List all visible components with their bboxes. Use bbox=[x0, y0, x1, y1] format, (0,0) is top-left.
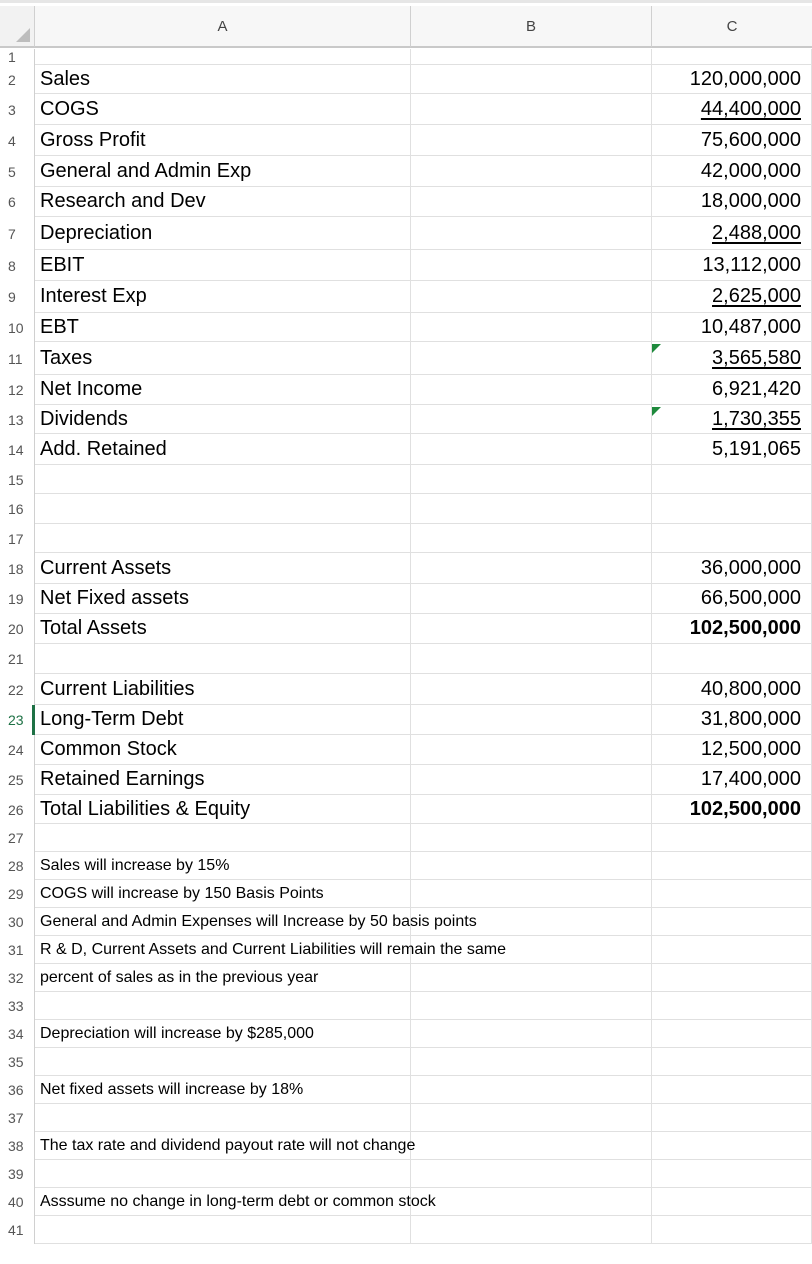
cell-a[interactable] bbox=[35, 1160, 411, 1188]
cell-c[interactable] bbox=[652, 908, 812, 936]
cell-c[interactable] bbox=[652, 852, 812, 880]
cell-a-text: Depreciation bbox=[40, 221, 153, 244]
cell-c-value: 10,487,000 bbox=[700, 315, 801, 338]
cell-c-value: 13,112,000 bbox=[702, 253, 801, 276]
table-row bbox=[0, 342, 812, 375]
row-header[interactable]: 40 bbox=[0, 1188, 35, 1216]
cell-a[interactable] bbox=[35, 880, 411, 908]
cell-a-text: Retained Earnings bbox=[40, 768, 205, 790]
cell-a-text: Current Assets bbox=[40, 556, 172, 579]
row-header[interactable]: 4 bbox=[0, 125, 35, 156]
cell-a[interactable] bbox=[35, 1132, 416, 1160]
cell-b[interactable] bbox=[411, 65, 652, 94]
row-header[interactable]: 30 bbox=[0, 908, 35, 936]
cell-a[interactable] bbox=[35, 342, 411, 375]
table-row bbox=[0, 936, 812, 964]
cell-c[interactable] bbox=[652, 1048, 812, 1076]
cell-a[interactable] bbox=[35, 217, 411, 250]
table-row bbox=[0, 824, 812, 852]
row-header[interactable]: 5 bbox=[0, 156, 35, 187]
table-row bbox=[0, 156, 812, 187]
cell-a[interactable] bbox=[35, 992, 411, 1020]
cell-c[interactable] bbox=[652, 1132, 812, 1160]
row-header[interactable]: 19 bbox=[0, 584, 35, 614]
cell-a-text: General and Admin Expenses will Increase by 50 basis points bbox=[40, 912, 477, 930]
cell-b[interactable] bbox=[411, 375, 652, 405]
row-header[interactable]: 33 bbox=[0, 992, 35, 1020]
table-row bbox=[0, 250, 812, 281]
row-header[interactable]: 14 bbox=[0, 434, 35, 465]
cell-a[interactable] bbox=[35, 94, 411, 125]
cell-c[interactable] bbox=[652, 824, 812, 852]
cell-c-value: 120,000,000 bbox=[689, 67, 801, 90]
row-header[interactable]: 7 bbox=[0, 217, 35, 250]
table-row bbox=[0, 852, 812, 880]
cell-c[interactable] bbox=[652, 614, 812, 644]
row-header[interactable]: 6 bbox=[0, 187, 35, 217]
cell-a-text: Total Liabilities & Equity bbox=[40, 797, 251, 820]
cell-b[interactable] bbox=[411, 217, 652, 250]
cell-c-value: 40,800,000 bbox=[700, 677, 801, 700]
row-header[interactable]: 21 bbox=[0, 644, 35, 674]
cell-b[interactable] bbox=[411, 880, 652, 908]
cell-c-value: 3,565,580 bbox=[712, 346, 801, 369]
cell-c[interactable] bbox=[652, 992, 812, 1020]
row-header[interactable]: 32 bbox=[0, 964, 35, 992]
row-header[interactable]: 34 bbox=[0, 1020, 35, 1048]
cell-c-value: 102,500,000 bbox=[689, 617, 801, 639]
table-row bbox=[0, 674, 812, 705]
cell-a-text: Research and Dev bbox=[40, 190, 206, 212]
cell-c-value: 44,400,000 bbox=[700, 97, 801, 120]
cell-a[interactable] bbox=[35, 1188, 436, 1216]
cell-a[interactable] bbox=[35, 614, 411, 644]
cell-a[interactable] bbox=[35, 765, 411, 795]
cell-c[interactable] bbox=[652, 49, 812, 65]
cell-c[interactable] bbox=[652, 156, 812, 187]
cell-b[interactable] bbox=[411, 494, 652, 524]
cell-b[interactable] bbox=[411, 964, 652, 992]
cell-b[interactable] bbox=[411, 992, 652, 1020]
table-row bbox=[0, 405, 812, 434]
cell-c[interactable] bbox=[652, 964, 812, 992]
cell-c[interactable] bbox=[652, 405, 812, 434]
cell-c[interactable] bbox=[652, 1104, 812, 1132]
cell-c-value: 66,500,000 bbox=[700, 587, 801, 609]
table-row bbox=[0, 584, 812, 614]
table-row bbox=[0, 94, 812, 125]
cell-b[interactable] bbox=[411, 281, 652, 313]
row-header[interactable]: 3 bbox=[0, 94, 35, 125]
cell-a-text: Asssume no change in long-term debt or common stock bbox=[40, 1192, 436, 1210]
row-header[interactable]: 25 bbox=[0, 765, 35, 795]
cell-b[interactable] bbox=[411, 614, 652, 644]
cell-c-value: 12,500,000 bbox=[700, 738, 801, 760]
table-row bbox=[0, 644, 812, 674]
cell-a[interactable] bbox=[35, 156, 411, 187]
column-header-c[interactable]: C bbox=[652, 6, 812, 48]
cell-c[interactable] bbox=[652, 765, 812, 795]
cell-b[interactable] bbox=[411, 434, 652, 465]
column-header-b[interactable]: B bbox=[411, 6, 652, 48]
cell-b[interactable] bbox=[411, 553, 652, 584]
table-row bbox=[0, 434, 812, 465]
cell-b[interactable] bbox=[411, 313, 652, 342]
cell-a[interactable] bbox=[35, 795, 411, 824]
table-row bbox=[0, 465, 812, 494]
row-header[interactable]: 18 bbox=[0, 553, 35, 584]
row-header[interactable]: 16 bbox=[0, 494, 35, 524]
cell-a-text: Net Income bbox=[40, 378, 143, 400]
cell-a-text: Total Assets bbox=[40, 617, 147, 639]
cell-b[interactable] bbox=[411, 125, 652, 156]
cell-c[interactable] bbox=[652, 705, 812, 735]
cell-a-text: Net fixed assets will increase by 18% bbox=[40, 1080, 304, 1098]
row-header[interactable]: 39 bbox=[0, 1160, 35, 1188]
cell-a[interactable] bbox=[35, 250, 411, 281]
cell-b[interactable] bbox=[411, 1076, 652, 1104]
table-row bbox=[0, 795, 812, 824]
cell-b[interactable] bbox=[411, 49, 652, 65]
row-header[interactable]: 23 bbox=[0, 705, 35, 735]
row-header[interactable]: 41 bbox=[0, 1216, 35, 1244]
cell-c[interactable] bbox=[652, 434, 812, 465]
row-header[interactable]: 24 bbox=[0, 735, 35, 765]
cell-b[interactable] bbox=[411, 524, 652, 553]
table-row bbox=[0, 765, 812, 795]
row-header[interactable]: 15 bbox=[0, 465, 35, 494]
cell-c[interactable] bbox=[652, 187, 812, 217]
cell-b[interactable] bbox=[411, 824, 652, 852]
cell-b[interactable] bbox=[411, 94, 652, 125]
cell-a[interactable] bbox=[35, 1216, 411, 1244]
cell-b[interactable] bbox=[411, 674, 652, 705]
table-row bbox=[0, 1104, 812, 1132]
cell-c[interactable] bbox=[652, 795, 812, 824]
row-header[interactable]: 13 bbox=[0, 405, 35, 434]
cell-c-value: 2,488,000 bbox=[712, 221, 801, 244]
row-header[interactable]: 29 bbox=[0, 880, 35, 908]
row-header[interactable]: 35 bbox=[0, 1048, 35, 1076]
cell-a-text: Sales will increase by 15% bbox=[40, 856, 230, 874]
cell-c-value: 2,625,000 bbox=[712, 285, 801, 307]
cell-c-value: 102,500,000 bbox=[689, 797, 801, 820]
column-header-a[interactable]: A bbox=[35, 6, 411, 48]
table-row bbox=[0, 281, 812, 313]
cell-b[interactable] bbox=[411, 1048, 652, 1076]
cell-a[interactable] bbox=[35, 125, 411, 156]
cell-b[interactable] bbox=[411, 405, 652, 434]
row-header[interactable]: 36 bbox=[0, 1076, 35, 1104]
row-header[interactable]: 2 bbox=[0, 65, 35, 94]
cell-a[interactable] bbox=[35, 674, 411, 705]
cell-b[interactable] bbox=[411, 187, 652, 217]
cell-a-text: Add. Retained bbox=[40, 437, 167, 460]
cell-a-text: Long-Term Debt bbox=[40, 708, 184, 730]
cell-a[interactable] bbox=[35, 1104, 411, 1132]
cell-a[interactable] bbox=[35, 494, 411, 524]
cell-c-value: 36,000,000 bbox=[700, 556, 801, 579]
cell-c[interactable] bbox=[652, 250, 812, 281]
cell-a-text: Gross Profit bbox=[40, 128, 146, 151]
cell-c-value: 42,000,000 bbox=[700, 159, 801, 182]
cell-c[interactable] bbox=[652, 1020, 812, 1048]
cell-a-text: EBIT bbox=[40, 253, 85, 276]
cell-a[interactable] bbox=[35, 187, 411, 217]
cell-a-text: Interest Exp bbox=[40, 285, 147, 307]
row-header[interactable]: 1 bbox=[0, 49, 35, 65]
cell-c-value: 5,191,065 bbox=[712, 437, 801, 460]
table-row bbox=[0, 735, 812, 765]
cell-a[interactable] bbox=[35, 1076, 411, 1104]
row-header[interactable]: 28 bbox=[0, 852, 35, 880]
cell-c-value: 18,000,000 bbox=[700, 190, 801, 212]
cell-c[interactable] bbox=[652, 584, 812, 614]
table-row bbox=[0, 992, 812, 1020]
cell-c[interactable] bbox=[652, 281, 812, 313]
row-header[interactable]: 11 bbox=[0, 342, 35, 375]
table-row bbox=[0, 524, 812, 553]
cell-b[interactable] bbox=[411, 765, 652, 795]
cell-b[interactable] bbox=[411, 465, 652, 494]
cell-b[interactable] bbox=[411, 250, 652, 281]
cell-a-text: Taxes bbox=[40, 346, 93, 369]
cell-a[interactable] bbox=[35, 705, 411, 735]
row-header[interactable]: 10 bbox=[0, 313, 35, 342]
cell-c[interactable] bbox=[652, 342, 812, 375]
cell-a-text: General and Admin Exp bbox=[40, 159, 252, 182]
table-row bbox=[0, 1020, 812, 1048]
select-all-triangle-icon bbox=[16, 28, 30, 42]
cell-a-text: percent of sales as in the previous year bbox=[40, 968, 319, 986]
cell-a[interactable] bbox=[35, 553, 411, 584]
cell-a-text: Depreciation will increase by $285,000 bbox=[40, 1024, 314, 1042]
cell-c-value: 17,400,000 bbox=[700, 768, 801, 790]
table-row bbox=[0, 964, 812, 992]
select-all-corner[interactable] bbox=[0, 6, 35, 48]
cell-b[interactable] bbox=[411, 1188, 652, 1216]
cell-b[interactable] bbox=[411, 1216, 652, 1244]
cell-a[interactable] bbox=[35, 313, 411, 342]
cell-a[interactable] bbox=[35, 1020, 411, 1048]
cell-a[interactable] bbox=[35, 49, 411, 65]
cell-a[interactable] bbox=[35, 908, 477, 936]
cell-b[interactable] bbox=[411, 1160, 652, 1188]
row-header[interactable]: 27 bbox=[0, 824, 35, 852]
cell-b[interactable] bbox=[411, 735, 652, 765]
table-row bbox=[0, 705, 812, 735]
cell-a[interactable] bbox=[35, 644, 411, 674]
cell-c[interactable] bbox=[652, 1076, 812, 1104]
toolbar-edge bbox=[0, 0, 812, 3]
cell-a-text: The tax rate and dividend payout rate will not change bbox=[40, 1136, 416, 1154]
cell-a[interactable] bbox=[35, 936, 506, 964]
cell-c-value: 31,800,000 bbox=[700, 708, 801, 730]
cell-c-value: 6,921,420 bbox=[712, 378, 801, 400]
row-header[interactable]: 38 bbox=[0, 1132, 35, 1160]
cell-a-text: Dividends bbox=[40, 407, 128, 430]
cell-a-text: Net Fixed assets bbox=[40, 587, 189, 609]
cell-c[interactable] bbox=[652, 217, 812, 250]
cell-a[interactable] bbox=[35, 852, 411, 880]
cell-a-text: COGS bbox=[40, 97, 99, 120]
cell-a[interactable] bbox=[35, 1048, 411, 1076]
cell-b[interactable] bbox=[411, 795, 652, 824]
cell-c[interactable] bbox=[652, 375, 812, 405]
row-header[interactable]: 8 bbox=[0, 250, 35, 281]
table-row bbox=[0, 494, 812, 524]
cell-b[interactable] bbox=[411, 342, 652, 375]
cell-b[interactable] bbox=[411, 1104, 652, 1132]
cell-c[interactable] bbox=[652, 880, 812, 908]
row-header[interactable]: 17 bbox=[0, 524, 35, 553]
row-header[interactable]: 12 bbox=[0, 375, 35, 405]
cell-c[interactable] bbox=[652, 1160, 812, 1188]
cell-a[interactable] bbox=[35, 375, 411, 405]
cell-a-text: Sales bbox=[40, 67, 91, 90]
cell-c[interactable] bbox=[652, 1216, 812, 1244]
table-row bbox=[0, 65, 812, 94]
cell-c[interactable] bbox=[652, 465, 812, 494]
table-row bbox=[0, 1160, 812, 1188]
cell-a-text: EBT bbox=[40, 315, 79, 338]
cell-b[interactable] bbox=[411, 1020, 652, 1048]
cell-b[interactable] bbox=[411, 852, 652, 880]
table-row bbox=[0, 1188, 812, 1216]
table-row bbox=[0, 375, 812, 405]
cell-a[interactable] bbox=[35, 465, 411, 494]
cell-c[interactable] bbox=[652, 936, 812, 964]
table-row bbox=[0, 313, 812, 342]
cell-c[interactable] bbox=[652, 1188, 812, 1216]
cell-a-text: Current Liabilities bbox=[40, 677, 195, 700]
table-row bbox=[0, 908, 812, 936]
cell-c[interactable] bbox=[652, 494, 812, 524]
error-indicator-icon[interactable] bbox=[652, 407, 661, 416]
row-header[interactable]: 37 bbox=[0, 1104, 35, 1132]
cell-a[interactable] bbox=[35, 65, 411, 94]
cell-a[interactable] bbox=[35, 964, 411, 992]
cell-c-value: 1,730,355 bbox=[712, 407, 801, 430]
cell-c[interactable] bbox=[652, 674, 812, 705]
cell-a-text: R & D, Current Assets and Current Liabilities will remain the same bbox=[40, 940, 506, 958]
row-header[interactable]: 20 bbox=[0, 614, 35, 644]
cell-a[interactable] bbox=[35, 584, 411, 614]
error-indicator-icon[interactable] bbox=[652, 344, 661, 353]
cell-c[interactable] bbox=[652, 553, 812, 584]
row-header[interactable]: 22 bbox=[0, 674, 35, 705]
cell-b[interactable] bbox=[411, 1132, 652, 1160]
table-row bbox=[0, 553, 812, 584]
cell-a[interactable] bbox=[35, 735, 411, 765]
cell-a[interactable] bbox=[35, 405, 411, 434]
cell-b[interactable] bbox=[411, 644, 652, 674]
table-row bbox=[0, 1076, 812, 1104]
cell-c[interactable] bbox=[652, 735, 812, 765]
cell-a[interactable] bbox=[35, 434, 411, 465]
cell-c[interactable] bbox=[652, 94, 812, 125]
cell-a-text: COGS will increase by 150 Basis Points bbox=[40, 884, 324, 902]
row-header[interactable]: 9 bbox=[0, 281, 35, 313]
cell-c[interactable] bbox=[652, 125, 812, 156]
row-header[interactable]: 31 bbox=[0, 936, 35, 964]
cell-c[interactable] bbox=[652, 644, 812, 674]
cell-c[interactable] bbox=[652, 524, 812, 553]
cell-a-text: Common Stock bbox=[40, 738, 177, 760]
cell-c[interactable] bbox=[652, 65, 812, 94]
table-row bbox=[0, 614, 812, 644]
cell-b[interactable] bbox=[411, 584, 652, 614]
cell-b[interactable] bbox=[411, 705, 652, 735]
cell-a[interactable] bbox=[35, 524, 411, 553]
table-row bbox=[0, 1132, 812, 1160]
cell-c[interactable] bbox=[652, 313, 812, 342]
table-row bbox=[0, 1048, 812, 1076]
table-row bbox=[0, 880, 812, 908]
cell-a[interactable] bbox=[35, 281, 411, 313]
cell-b[interactable] bbox=[411, 156, 652, 187]
table-row bbox=[0, 125, 812, 156]
table-row bbox=[0, 187, 812, 217]
row-header[interactable]: 26 bbox=[0, 795, 35, 824]
table-row bbox=[0, 49, 812, 65]
table-row bbox=[0, 1216, 812, 1244]
cell-c-value: 75,600,000 bbox=[700, 128, 801, 151]
table-row bbox=[0, 217, 812, 250]
cell-a[interactable] bbox=[35, 824, 411, 852]
